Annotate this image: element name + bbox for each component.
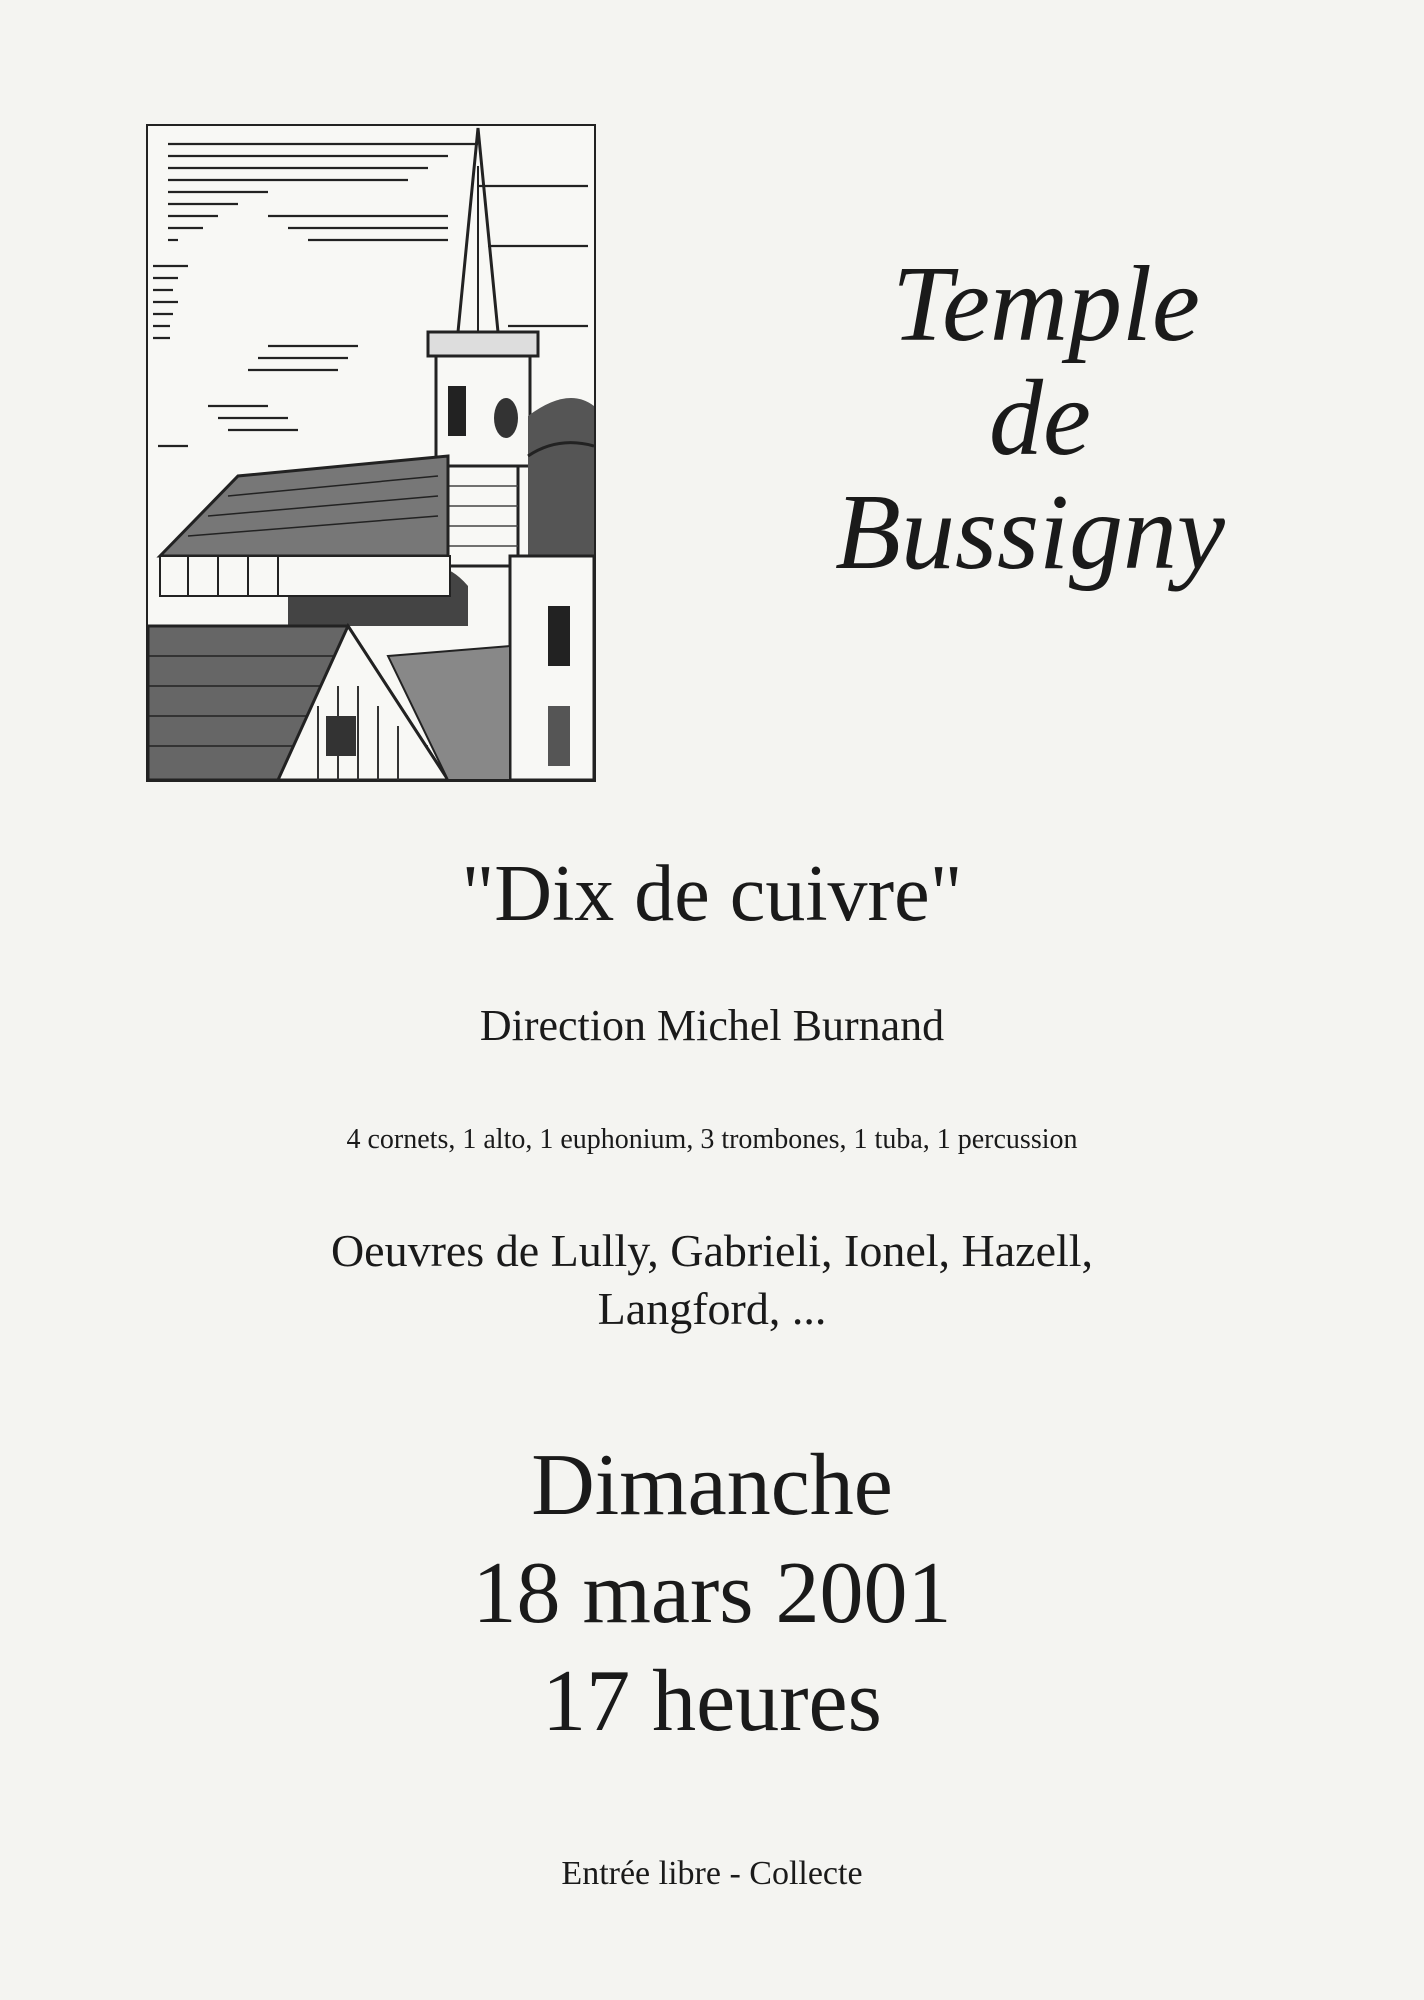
works-program [0, 1222, 1424, 1338]
venue-line-2: de [989, 359, 1091, 478]
entry-info: Entrée libre - Collecte [561, 1855, 863, 1892]
event-day: Dimanche [531, 1437, 893, 1534]
conductor: Direction Michel Burnand [479, 1001, 945, 1050]
works-line-1: Oeuvres de Lully, Gabrieli, Ionel, Hazell, [330, 1225, 1094, 1276]
church-illustration [146, 124, 596, 782]
works-line-2: Langford, ... [597, 1283, 827, 1334]
venue-line-3: Bussigny [835, 473, 1225, 592]
venue-title [740, 245, 1300, 592]
event-date: 18 mars 2001 [472, 1545, 952, 1642]
ensemble-name: "Dix de cuivre" [461, 850, 963, 938]
venue-line-1: Temple [891, 245, 1200, 364]
event-time: 17 heures [542, 1653, 882, 1750]
event-datetime [0, 1432, 1424, 1756]
instrumentation: 4 cornets, 1 alto, 1 euphonium, 3 trombones, 1 tuba, 1 percussion [346, 1124, 1078, 1155]
